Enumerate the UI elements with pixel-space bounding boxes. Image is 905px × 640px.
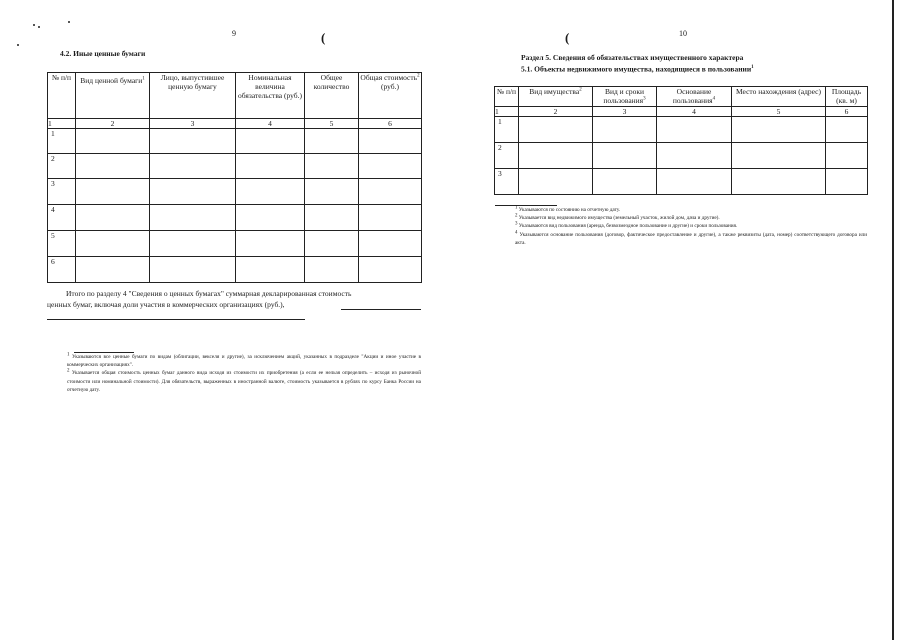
- table-cell[interactable]: [359, 179, 422, 205]
- scan-speck: [68, 21, 70, 23]
- footnote-3: $^3$ Указываются вид пользования (аренда, безвозмездное пользование и другие) и сроки пользования.: [515, 221, 738, 230]
- table-row: [48, 179, 422, 205]
- real-estate-header-row: [495, 87, 868, 107]
- header-cell: № п/п: [495, 87, 519, 107]
- table-cell[interactable]: [519, 169, 593, 195]
- total-value-field[interactable]: [341, 309, 421, 310]
- table-row: [495, 117, 868, 143]
- section-total-line-1: Итого по разделу 4 "Сведения о ценных бумагах" суммарная декларированная стоимость: [66, 289, 352, 298]
- column-number: 2: [76, 119, 150, 129]
- table-cell[interactable]: [76, 231, 150, 257]
- securities-header-row: [48, 73, 422, 119]
- table-cell[interactable]: [305, 179, 359, 205]
- right-footnotes: [495, 206, 867, 247]
- table-cell[interactable]: [76, 179, 150, 205]
- table-cell[interactable]: [657, 169, 732, 195]
- header-cell: Общая стоимость$^2$ (руб.): [359, 73, 422, 119]
- column-number: 3: [593, 107, 657, 117]
- footnote-1: $^1$ Указываются по состоянию на отчетную дату.: [515, 205, 621, 213]
- table-cell[interactable]: [826, 117, 868, 143]
- table-cell[interactable]: [305, 257, 359, 283]
- table-row: [48, 257, 422, 283]
- footnote-2: $^2$ Указывается вид недвижимого имущества (земельный участок, жилой дом, дача и другие).: [515, 213, 720, 222]
- footnote-4: $^4$ Указываются основание пользования (договор, фактическое предоставление и другие), а также реквизиты (дата, номер) соответствующего договора или акта.: [515, 229, 867, 246]
- footnote-1: $^1$ Указываются все ценные бумаги по видам (облигации, векселя и другие), за исключением акций, указанных в подразделе "Акции и иное участие в коммерческих организациях".: [67, 352, 422, 369]
- table-cell[interactable]: [732, 117, 826, 143]
- table-row: [495, 143, 868, 169]
- row-number: 4: [48, 205, 76, 231]
- total-continuation-line[interactable]: [47, 319, 305, 320]
- table-cell[interactable]: [359, 154, 422, 179]
- table-cell[interactable]: [150, 231, 236, 257]
- column-number: 3: [150, 119, 236, 129]
- table-cell[interactable]: [236, 129, 305, 154]
- header-cell: Вид ценной бумаги$^1$: [76, 73, 150, 119]
- row-number: 3: [48, 179, 76, 205]
- table-row: [48, 154, 422, 179]
- column-number: 6: [826, 107, 868, 117]
- section-total-line-2: ценных бумаг, включая доли участия в коммерческих организациях (руб.),: [47, 300, 285, 309]
- header-cell: Лицо, выпустившее ценную бумагу: [150, 73, 236, 119]
- table-cell[interactable]: [236, 231, 305, 257]
- table-cell[interactable]: [593, 169, 657, 195]
- right-page-paren: (: [565, 30, 570, 45]
- table-cell[interactable]: [305, 154, 359, 179]
- row-number: 5: [48, 231, 76, 257]
- column-number: 5: [732, 107, 826, 117]
- column-number: 1: [495, 107, 519, 117]
- header-cell: Место нахождения (адрес): [732, 87, 826, 107]
- table-cell[interactable]: [236, 257, 305, 283]
- table-cell[interactable]: [305, 205, 359, 231]
- table-cell[interactable]: [732, 169, 826, 195]
- row-number: 2: [495, 143, 519, 169]
- table-cell[interactable]: [359, 205, 422, 231]
- left-page-paren: (: [321, 30, 326, 45]
- header-cell: Вид имущества$^2$: [519, 87, 593, 107]
- table-cell[interactable]: [150, 154, 236, 179]
- real-estate-table: [494, 86, 868, 195]
- header-cell: № п/п: [48, 73, 76, 119]
- column-number: 4: [657, 107, 732, 117]
- table-cell[interactable]: [359, 129, 422, 154]
- column-number: 4: [236, 119, 305, 129]
- left-footnotes: [47, 353, 421, 394]
- table-row: [48, 205, 422, 231]
- table-cell[interactable]: [150, 129, 236, 154]
- table-cell[interactable]: [826, 169, 868, 195]
- section-title-obligations: Раздел 5. Сведения об обязательствах имущественного характера: [521, 53, 744, 62]
- column-number-row: [495, 107, 868, 117]
- table-cell[interactable]: [150, 257, 236, 283]
- table-cell[interactable]: [150, 179, 236, 205]
- scan-edge-line: [892, 0, 894, 640]
- table-cell[interactable]: [150, 205, 236, 231]
- securities-table: [47, 72, 422, 283]
- header-cell: Номинальная величина обязательства (руб.): [236, 73, 305, 119]
- table-cell[interactable]: [305, 129, 359, 154]
- row-number: 2: [48, 154, 76, 179]
- table-cell[interactable]: [519, 117, 593, 143]
- table-cell[interactable]: [657, 117, 732, 143]
- scan-speck: [33, 24, 35, 26]
- header-cell: Вид и сроки пользования$^3$: [593, 87, 657, 107]
- table-cell[interactable]: [236, 205, 305, 231]
- table-cell[interactable]: [593, 143, 657, 169]
- row-number: 3: [495, 169, 519, 195]
- table-row: [48, 129, 422, 154]
- table-cell[interactable]: [76, 129, 150, 154]
- table-cell[interactable]: [236, 154, 305, 179]
- scan-speck: [17, 44, 19, 46]
- table-cell[interactable]: [76, 205, 150, 231]
- table-row: [495, 169, 868, 195]
- section-title-securities: 4.2. Иные ценные бумаги: [60, 49, 146, 58]
- header-cell: Основание пользования$^4$: [657, 87, 732, 107]
- table-cell[interactable]: [732, 143, 826, 169]
- column-number: 5: [305, 119, 359, 129]
- row-number: 1: [495, 117, 519, 143]
- table-cell[interactable]: [236, 179, 305, 205]
- table-cell[interactable]: [76, 154, 150, 179]
- table-cell[interactable]: [657, 143, 732, 169]
- column-number-row: [48, 119, 422, 129]
- table-cell[interactable]: [76, 257, 150, 283]
- footnote-2: $^2$ Указывается общая стоимость ценных бумаг данного вида исходя из стоимости их приобретения (а если ее нельзя определить – исходя из рыночной стоимости или номинальной стоимости). Для обязательств, выраженных в иностранной валюте, стоимость указывается в рублях по курсу Банка России на отчетную дату.: [67, 368, 422, 393]
- right-page-number: 10: [679, 29, 687, 38]
- row-number: 6: [48, 257, 76, 283]
- table-cell[interactable]: [305, 231, 359, 257]
- table-cell[interactable]: [593, 117, 657, 143]
- table-cell[interactable]: [359, 257, 422, 283]
- scan-speck: [38, 26, 40, 28]
- column-number: 2: [519, 107, 593, 117]
- header-cell: Общее количество: [305, 73, 359, 119]
- table-cell[interactable]: [359, 231, 422, 257]
- header-cell: Площадь (кв. м): [826, 87, 868, 107]
- column-number: 6: [359, 119, 422, 129]
- table-cell[interactable]: [826, 143, 868, 169]
- left-page-number: 9: [232, 29, 236, 38]
- row-number: 1: [48, 129, 76, 154]
- subsection-title-real-estate: 5.1. Объекты недвижимого имущества, находящиеся в пользовании$^1$: [521, 64, 754, 74]
- column-number: 1: [48, 119, 76, 129]
- table-row: [48, 231, 422, 257]
- table-cell[interactable]: [519, 143, 593, 169]
